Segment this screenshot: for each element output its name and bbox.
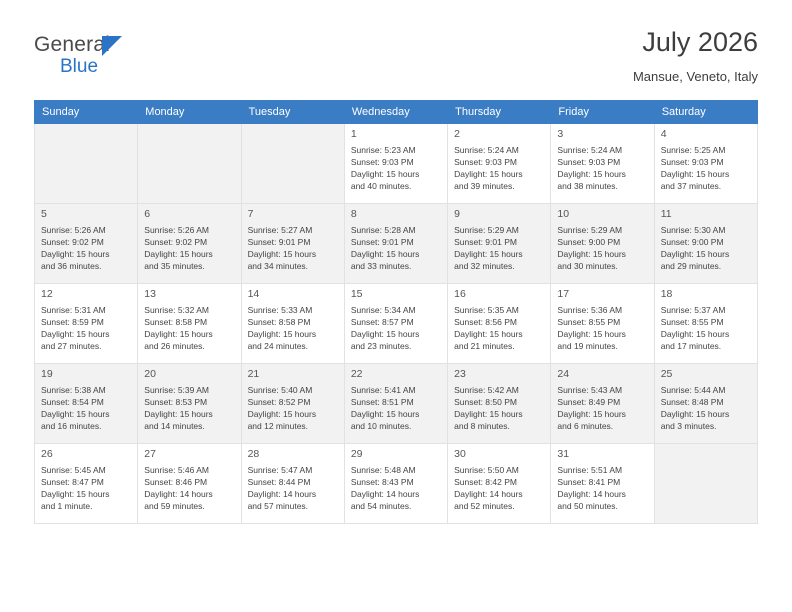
calendar-cell-empty xyxy=(35,124,138,204)
day-info-line: Sunset: 9:01 PM xyxy=(247,236,311,247)
day-info-line: Daylight: 15 hours xyxy=(41,249,110,260)
day-info-line: and 19 minutes. xyxy=(557,341,618,352)
title-block xyxy=(633,28,758,84)
calendar-day-cell xyxy=(138,364,241,444)
calendar-day-cell xyxy=(241,284,344,364)
calendar-day-cell xyxy=(138,204,241,284)
day-info-line: Daylight: 14 hours xyxy=(557,489,626,500)
calendar-day-cell xyxy=(448,124,551,204)
day-info-line: Sunset: 8:55 PM xyxy=(660,316,724,327)
day-info-line: Sunrise: 5:27 AM xyxy=(247,224,313,235)
day-info-line: Sunrise: 5:33 AM xyxy=(247,304,313,315)
day-info-line: Sunset: 8:46 PM xyxy=(144,476,208,487)
calendar-day-cell xyxy=(35,284,138,364)
day-info-line: Sunset: 8:54 PM xyxy=(41,396,104,407)
day-sun-info xyxy=(454,304,545,352)
day-info-line: Sunrise: 5:48 AM xyxy=(350,464,416,475)
calendar-week-row xyxy=(35,124,758,204)
day-number: 9 xyxy=(454,208,460,220)
day-info-line: Daylight: 15 hours xyxy=(41,489,110,500)
day-sun-info xyxy=(41,464,132,512)
day-info-line: and 1 minute. xyxy=(41,501,93,512)
day-info-line: Sunrise: 5:51 AM xyxy=(557,464,623,475)
calendar-day-cell xyxy=(448,364,551,444)
logo-text-blue: Blue xyxy=(60,56,99,77)
day-info-line: Daylight: 15 hours xyxy=(247,409,317,420)
calendar-day-cell xyxy=(654,364,757,444)
day-sun-info xyxy=(41,304,132,352)
day-number: 11 xyxy=(660,208,672,220)
day-info-line: Sunset: 9:00 PM xyxy=(660,236,724,247)
day-info-line: Sunrise: 5:31 AM xyxy=(41,304,106,315)
day-info-line: Daylight: 15 hours xyxy=(350,409,420,420)
day-info-line: and 6 minutes. xyxy=(557,421,614,432)
day-info-line: and 21 minutes. xyxy=(454,341,515,352)
calendar-day-cell xyxy=(344,204,447,284)
day-info-line: Sunset: 8:48 PM xyxy=(660,396,724,407)
logo-triangle-icon xyxy=(102,36,122,56)
day-info-line: Sunrise: 5:24 AM xyxy=(557,144,623,155)
logo xyxy=(34,28,110,76)
weekday-header-tuesday: Tuesday xyxy=(241,101,344,124)
calendar-day-cell xyxy=(344,444,447,524)
day-sun-info xyxy=(351,464,442,512)
day-info-line: Sunset: 9:03 PM xyxy=(454,156,517,167)
day-info-line: and 30 minutes. xyxy=(557,261,618,272)
day-info-line: Daylight: 15 hours xyxy=(660,409,730,420)
day-info-line: Sunset: 8:41 PM xyxy=(557,476,621,487)
day-info-line: Daylight: 15 hours xyxy=(144,329,213,340)
day-info-line: Sunrise: 5:41 AM xyxy=(350,384,416,395)
calendar-header-row xyxy=(35,101,758,124)
day-info-line: Sunrise: 5:37 AM xyxy=(660,304,726,315)
day-info-line: Sunset: 8:58 PM xyxy=(144,316,208,327)
day-info-line: Sunrise: 5:35 AM xyxy=(454,304,519,315)
day-info-line: Sunset: 9:01 PM xyxy=(350,236,414,247)
day-info-line: Sunset: 8:53 PM xyxy=(144,396,208,407)
day-sun-info xyxy=(557,144,648,192)
day-info-line: Daylight: 15 hours xyxy=(454,409,523,420)
calendar-cell-empty xyxy=(138,124,241,204)
day-info-line: Sunset: 8:52 PM xyxy=(247,396,311,407)
day-info-line: and 50 minutes. xyxy=(557,501,618,512)
day-sun-info xyxy=(661,304,752,352)
day-info-line: and 54 minutes. xyxy=(350,501,412,512)
day-info-line: and 17 minutes. xyxy=(660,341,722,352)
day-number: 24 xyxy=(557,368,570,380)
day-info-line: Sunset: 8:49 PM xyxy=(557,396,621,407)
calendar-day-cell xyxy=(35,444,138,524)
calendar-day-cell xyxy=(551,284,654,364)
day-info-line: Sunrise: 5:30 AM xyxy=(660,224,726,235)
day-sun-info xyxy=(557,304,648,352)
calendar-day-cell xyxy=(35,204,138,284)
calendar-day-cell xyxy=(344,364,447,444)
day-info-line: Sunset: 8:57 PM xyxy=(350,316,414,327)
day-number: 10 xyxy=(557,208,570,220)
day-sun-info xyxy=(454,384,545,432)
day-sun-info xyxy=(144,384,235,432)
day-number: 28 xyxy=(247,448,260,460)
page-header xyxy=(34,28,758,90)
day-sun-info xyxy=(557,224,648,272)
day-number: 26 xyxy=(41,448,53,460)
day-number: 17 xyxy=(557,288,570,300)
day-info-line: Sunrise: 5:23 AM xyxy=(350,144,416,155)
day-number: 15 xyxy=(350,288,363,300)
day-info-line: Daylight: 15 hours xyxy=(247,329,317,340)
calendar-week-row xyxy=(35,284,758,364)
day-sun-info xyxy=(248,464,339,512)
weekday-header-wednesday: Wednesday xyxy=(344,101,447,124)
day-info-line: Sunrise: 5:46 AM xyxy=(144,464,210,475)
day-info-line: Sunrise: 5:32 AM xyxy=(144,304,210,315)
day-number: 12 xyxy=(41,288,53,300)
calendar-body xyxy=(35,124,758,524)
day-sun-info xyxy=(454,144,545,192)
day-info-line: and 24 minutes. xyxy=(247,341,309,352)
day-info-line: Daylight: 15 hours xyxy=(41,329,110,340)
calendar-day-cell xyxy=(344,124,447,204)
day-sun-info xyxy=(661,384,752,432)
day-sun-info xyxy=(144,464,235,512)
day-info-line: and 27 minutes. xyxy=(41,341,102,352)
day-sun-info xyxy=(557,464,648,512)
day-info-line: Daylight: 15 hours xyxy=(247,249,317,260)
day-info-line: Daylight: 15 hours xyxy=(144,249,213,260)
day-info-line: Daylight: 14 hours xyxy=(350,489,420,500)
day-info-line: Sunset: 8:42 PM xyxy=(454,476,517,487)
day-number: 2 xyxy=(454,128,460,140)
day-info-line: Daylight: 15 hours xyxy=(454,329,523,340)
day-number: 20 xyxy=(144,368,156,380)
calendar-day-cell xyxy=(448,204,551,284)
day-info-line: Sunset: 8:58 PM xyxy=(247,316,311,327)
calendar-day-cell xyxy=(138,444,241,524)
calendar-day-cell xyxy=(551,204,654,284)
day-info-line: and 10 minutes. xyxy=(350,421,412,432)
day-info-line: and 57 minutes. xyxy=(247,501,309,512)
day-sun-info xyxy=(248,304,339,352)
day-info-line: Daylight: 15 hours xyxy=(144,409,213,420)
day-number: 14 xyxy=(247,288,260,300)
day-info-line: and 35 minutes. xyxy=(144,261,205,272)
day-info-line: Sunrise: 5:38 AM xyxy=(41,384,106,395)
day-number: 3 xyxy=(557,128,564,140)
day-info-line: Daylight: 15 hours xyxy=(350,249,420,260)
calendar-day-cell xyxy=(138,284,241,364)
day-info-line: Daylight: 14 hours xyxy=(144,489,213,500)
day-info-line: Sunset: 9:03 PM xyxy=(350,156,414,167)
calendar-day-cell xyxy=(241,444,344,524)
calendar-day-cell xyxy=(654,204,757,284)
day-info-line: and 32 minutes. xyxy=(454,261,515,272)
day-number: 29 xyxy=(350,448,363,460)
day-info-line: and 34 minutes. xyxy=(247,261,309,272)
day-info-line: Sunset: 8:43 PM xyxy=(350,476,414,487)
day-number: 16 xyxy=(454,288,466,300)
day-sun-info xyxy=(351,304,442,352)
calendar-day-cell xyxy=(448,284,551,364)
day-info-line: Sunrise: 5:25 AM xyxy=(660,144,726,155)
calendar-day-cell xyxy=(551,364,654,444)
day-sun-info xyxy=(661,144,752,192)
day-number: 19 xyxy=(41,368,53,380)
day-number: 13 xyxy=(144,288,156,300)
day-sun-info xyxy=(454,464,545,512)
day-sun-info xyxy=(144,304,235,352)
day-info-line: and 38 minutes. xyxy=(557,181,618,192)
day-info-line: Daylight: 15 hours xyxy=(557,169,626,180)
day-info-line: Daylight: 15 hours xyxy=(454,169,523,180)
calendar-day-cell xyxy=(344,284,447,364)
day-info-line: Sunset: 9:03 PM xyxy=(660,156,724,167)
day-info-line: Sunset: 8:44 PM xyxy=(247,476,311,487)
day-info-line: and 40 minutes. xyxy=(350,181,412,192)
day-info-line: Sunset: 9:00 PM xyxy=(557,236,621,247)
day-info-line: Sunset: 9:02 PM xyxy=(144,236,208,247)
calendar-week-row xyxy=(35,204,758,284)
day-number: 25 xyxy=(660,368,673,380)
day-sun-info xyxy=(351,144,442,192)
calendar-day-cell xyxy=(241,364,344,444)
day-info-line: Daylight: 15 hours xyxy=(660,169,730,180)
day-info-line: and 3 minutes. xyxy=(660,421,717,432)
day-info-line: Sunrise: 5:29 AM xyxy=(557,224,623,235)
day-number: 4 xyxy=(660,128,667,140)
day-sun-info xyxy=(454,224,545,272)
day-info-line: Sunset: 9:01 PM xyxy=(454,236,517,247)
calendar-day-cell xyxy=(241,204,344,284)
weekday-header-sunday: Sunday xyxy=(35,101,138,124)
weekday-header-saturday: Saturday xyxy=(654,101,757,124)
day-info-line: Sunset: 8:56 PM xyxy=(454,316,517,327)
day-info-line: Sunset: 8:51 PM xyxy=(350,396,414,407)
day-info-line: Daylight: 15 hours xyxy=(557,329,626,340)
day-info-line: Daylight: 15 hours xyxy=(660,249,730,260)
day-info-line: Sunset: 8:50 PM xyxy=(454,396,517,407)
day-sun-info xyxy=(351,224,442,272)
day-info-line: Sunrise: 5:28 AM xyxy=(350,224,416,235)
day-number: 5 xyxy=(41,208,47,220)
day-sun-info xyxy=(41,224,132,272)
day-info-line: Sunrise: 5:42 AM xyxy=(454,384,519,395)
day-info-line: and 59 minutes. xyxy=(144,501,205,512)
calendar-day-cell xyxy=(551,124,654,204)
day-info-line: and 39 minutes. xyxy=(454,181,515,192)
day-info-line: Sunrise: 5:44 AM xyxy=(660,384,726,395)
day-info-line: and 37 minutes. xyxy=(660,181,722,192)
day-info-line: Daylight: 15 hours xyxy=(557,249,626,260)
day-info-line: and 52 minutes. xyxy=(454,501,515,512)
calendar-day-cell xyxy=(551,444,654,524)
calendar-week-row xyxy=(35,364,758,444)
day-number: 31 xyxy=(557,448,570,460)
day-info-line: Sunrise: 5:50 AM xyxy=(454,464,519,475)
day-info-line: Daylight: 15 hours xyxy=(660,329,730,340)
day-info-line: and 14 minutes. xyxy=(144,421,205,432)
weekday-header-monday: Monday xyxy=(138,101,241,124)
day-info-line: Daylight: 15 hours xyxy=(454,249,523,260)
day-number: 7 xyxy=(247,208,254,220)
day-number: 6 xyxy=(144,208,151,220)
day-info-line: Sunrise: 5:26 AM xyxy=(41,224,106,235)
day-info-line: and 23 minutes. xyxy=(350,341,412,352)
day-sun-info xyxy=(144,224,235,272)
day-info-line: Sunrise: 5:40 AM xyxy=(247,384,313,395)
day-info-line: Sunrise: 5:34 AM xyxy=(350,304,416,315)
day-info-line: Sunset: 9:02 PM xyxy=(41,236,104,247)
calendar-day-cell xyxy=(448,444,551,524)
page-title: July 2026 xyxy=(642,27,758,57)
calendar-week-row xyxy=(35,444,758,524)
day-sun-info xyxy=(351,384,442,432)
calendar-day-cell xyxy=(654,124,757,204)
day-info-line: Sunset: 8:47 PM xyxy=(41,476,104,487)
day-info-line: Sunset: 8:59 PM xyxy=(41,316,104,327)
day-info-line: and 36 minutes. xyxy=(41,261,102,272)
day-info-line: Daylight: 15 hours xyxy=(41,409,110,420)
day-number: 8 xyxy=(350,208,357,220)
day-info-line: Daylight: 14 hours xyxy=(454,489,523,500)
day-sun-info xyxy=(248,384,339,432)
day-number: 1 xyxy=(350,128,357,140)
calendar-day-cell xyxy=(654,284,757,364)
day-number: 22 xyxy=(350,368,363,380)
weekday-header-friday: Friday xyxy=(551,101,654,124)
day-number: 23 xyxy=(454,368,466,380)
day-info-line: and 29 minutes. xyxy=(660,261,722,272)
day-info-line: Sunrise: 5:43 AM xyxy=(557,384,623,395)
day-info-line: Sunrise: 5:36 AM xyxy=(557,304,623,315)
day-sun-info xyxy=(41,384,132,432)
calendar-day-cell xyxy=(35,364,138,444)
day-info-line: Sunset: 8:55 PM xyxy=(557,316,621,327)
day-sun-info xyxy=(248,224,339,272)
day-number: 30 xyxy=(454,448,466,460)
day-number: 27 xyxy=(144,448,156,460)
day-sun-info xyxy=(661,224,752,272)
calendar-cell-empty xyxy=(654,444,757,524)
day-info-line: Sunrise: 5:45 AM xyxy=(41,464,106,475)
day-info-line: Sunset: 9:03 PM xyxy=(557,156,621,167)
weekday-header-thursday: Thursday xyxy=(448,101,551,124)
day-info-line: Sunrise: 5:26 AM xyxy=(144,224,210,235)
logo-text-general: General xyxy=(34,33,111,56)
day-info-line: and 16 minutes. xyxy=(41,421,102,432)
day-info-line: and 8 minutes. xyxy=(454,421,510,432)
day-info-line: Sunrise: 5:47 AM xyxy=(247,464,313,475)
day-info-line: Sunrise: 5:39 AM xyxy=(144,384,210,395)
day-number: 21 xyxy=(247,368,260,380)
calendar-cell-empty xyxy=(241,124,344,204)
day-info-line: and 33 minutes. xyxy=(350,261,412,272)
day-info-line: and 12 minutes. xyxy=(247,421,309,432)
day-info-line: and 26 minutes. xyxy=(144,341,205,352)
day-info-line: Daylight: 14 hours xyxy=(247,489,317,500)
calendar-table xyxy=(34,100,758,524)
location-subtitle: Mansue, Veneto, Italy xyxy=(632,68,758,84)
day-info-line: Daylight: 15 hours xyxy=(557,409,626,420)
day-info-line: Sunrise: 5:29 AM xyxy=(454,224,519,235)
day-info-line: Daylight: 15 hours xyxy=(350,329,420,340)
day-info-line: Sunrise: 5:24 AM xyxy=(454,144,519,155)
day-info-line: Daylight: 15 hours xyxy=(350,169,420,180)
day-number: 18 xyxy=(660,288,673,300)
day-sun-info xyxy=(557,384,648,432)
